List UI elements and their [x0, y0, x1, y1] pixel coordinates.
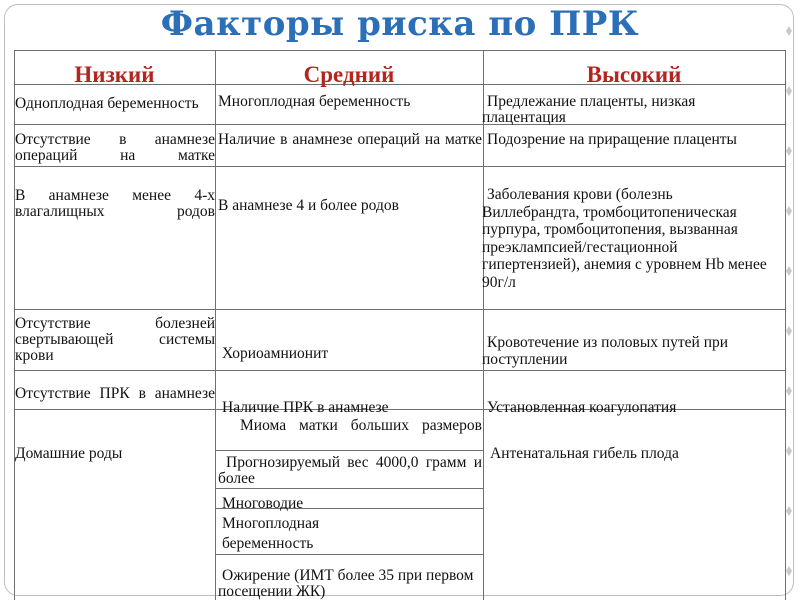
column-header-medium: Средний: [303, 62, 395, 87]
low-risk-item: Отсутствие болезней свертывающей системы крови: [15, 315, 215, 364]
row-separator: [215, 554, 483, 555]
low-risk-item: Отсутствие в анамнезе операций на матке: [15, 131, 215, 164]
medium-risk-item: Хориоамнионит: [222, 345, 329, 362]
table-top-border: [14, 50, 786, 51]
high-risk-item: Кровотечение из половых путей при поступлении: [482, 334, 729, 368]
row-separator: [14, 166, 786, 167]
row-separator: [215, 488, 483, 489]
medium-risk-item: В анамнезе 4 и более родов: [218, 197, 399, 214]
medium-risk-item: Миома матки больших размеров: [240, 417, 482, 434]
page-title: Факторы риска по ПРК: [160, 4, 640, 44]
medium-risk-item: Прогнозируемый вес 4000,0 грамм и более: [218, 454, 482, 487]
low-risk-item: Отсутствие ПРК в анамнезе: [15, 385, 215, 402]
medium-risk-item: Наличие ПРК в анамнезе: [222, 399, 389, 416]
high-risk-item: Антенатальная гибель плода: [490, 445, 679, 462]
column-header-high: Высокий: [586, 62, 682, 87]
high-risk-item: Установленная коагулопатия: [487, 399, 677, 416]
column-separator: [215, 50, 216, 600]
medium-risk-item: Ожирение (ИМТ более 35 при первом посещении ЖК): [218, 567, 474, 600]
high-risk-item: Предлежание плаценты, низкая плацентация: [482, 93, 696, 126]
decorative-right-border: [786, 6, 792, 596]
row-separator: [14, 370, 786, 371]
high-risk-item: Подозрение на приращение плаценты: [487, 131, 737, 148]
high-risk-item: Заболевания крови (болезнь Виллебрандта, тромбоцитопеническая пурпура, тромбоцитопения, вызванная преэклампсией/гестационной гипертензией), анемия с уровнем Hb менее 90г/л: [482, 186, 767, 291]
column-separator: [785, 50, 786, 600]
medium-risk-item: Многоплодная беременность: [218, 93, 411, 110]
medium-risk-item: Наличие в анамнезе операций на матке: [218, 131, 482, 148]
column-header-low: Низкий: [74, 62, 155, 87]
row-separator: [14, 309, 786, 310]
medium-risk-item: Многоводие: [222, 495, 304, 512]
row-separator: [215, 450, 483, 451]
low-risk-item: Одноплодная беременность: [15, 95, 199, 112]
low-risk-item: Домашние роды: [15, 445, 123, 462]
medium-risk-item: Многоплодная беременность: [222, 515, 320, 552]
low-risk-item: В анамнезе менее 4-х влагалищных родов: [15, 187, 215, 220]
